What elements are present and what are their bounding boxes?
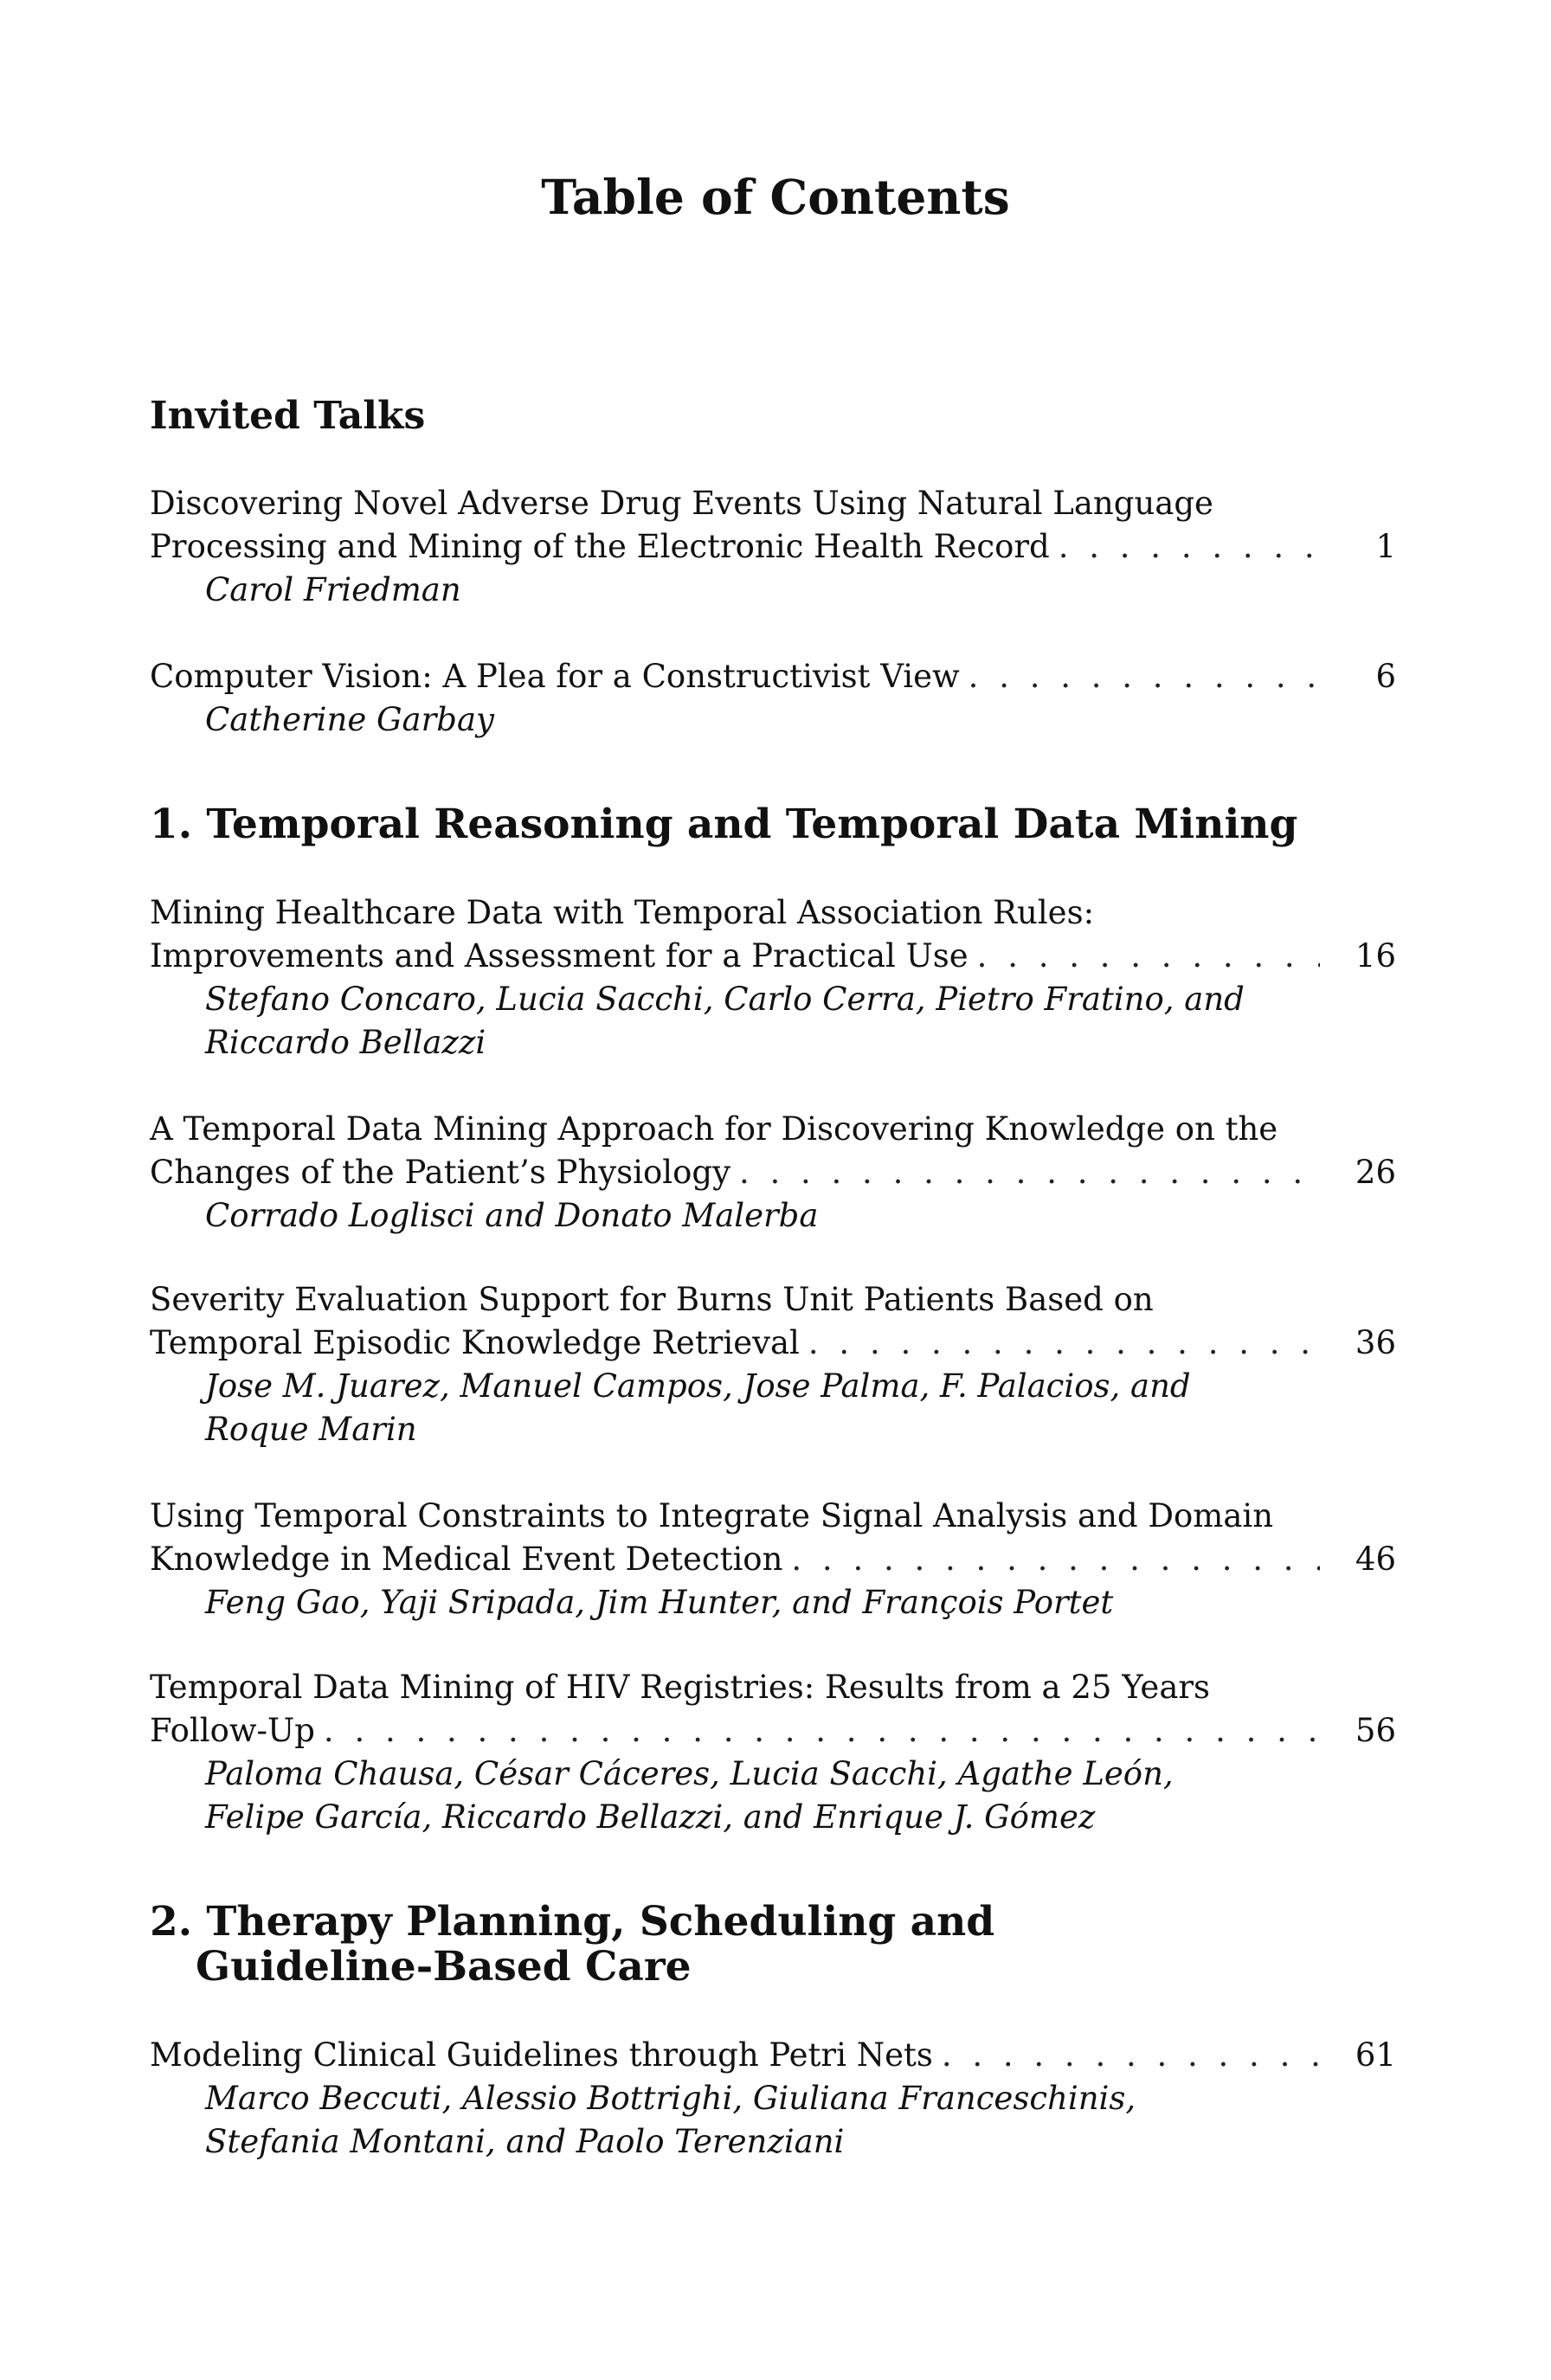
page-number: 36 — [1355, 1324, 1396, 1361]
entry-title-line: Modeling Clinical Guidelines through Petri Nets — [150, 2036, 933, 2074]
page-title: Table of Contents — [541, 169, 1010, 225]
entry-authors: Stefano Concaro, Lucia Sacchi, Carlo Cerra, Pietro Fratino, and — [205, 981, 1245, 1018]
dot-leader — [969, 655, 1320, 698]
entry-title-line: Discovering Novel Adverse Drug Events Using Natural Language — [150, 485, 1213, 522]
entry-title-line: A Temporal Data Mining Approach for Discovering Knowledge on the — [150, 1110, 1278, 1148]
toc-entry[interactable] — [150, 2034, 1396, 2164]
section-heading-line: 2. Therapy Planning, Scheduling and — [150, 1898, 995, 1946]
page-number: 61 — [1355, 2036, 1396, 2074]
toc-entry[interactable] — [150, 482, 1396, 612]
dot-leader — [324, 1709, 1320, 1753]
entry-authors: Feng Gao, Yaji Sripada, Jim Hunter, and François Portet — [205, 1584, 1114, 1621]
entry-title-line: Processing and Mining of the Electronic Health Record — [150, 528, 1050, 565]
section-heading-invited-talks: Invited Talks — [150, 394, 426, 438]
toc-entry[interactable] — [150, 655, 1396, 742]
section-heading-temporal-reasoning: 1. Temporal Reasoning and Temporal Data Mining — [150, 801, 1298, 848]
dot-leader — [739, 1151, 1320, 1194]
entry-title-last-line — [150, 2034, 1396, 2077]
entry-title-last-line — [150, 935, 1396, 978]
entry-authors: Riccardo Bellazzi — [205, 1024, 486, 1061]
entry-title-line: Severity Evaluation Support for Burns Unit Patients Based on — [150, 1281, 1154, 1318]
entry-title-last-line — [150, 1538, 1396, 1581]
page-number: 16 — [1355, 937, 1396, 975]
page-number: 46 — [1355, 1541, 1396, 1578]
entry-title-last-line — [150, 525, 1396, 569]
toc-entry[interactable] — [150, 1495, 1396, 1624]
entry-authors: Marco Beccuti, Alessio Bottrighi, Giuliana Franceschinis, — [205, 2080, 1136, 2117]
entry-authors: Jose M. Juarez, Manuel Campos, Jose Palma, F. Palacios, and — [205, 1367, 1191, 1405]
entry-title-line: Computer Vision: A Plea for a Constructivist View — [150, 658, 960, 695]
entry-authors: Corrado Loglisci and Donato Malerba — [205, 1197, 819, 1234]
toc-entry[interactable] — [150, 1278, 1396, 1451]
entry-title-line: Knowledge in Medical Event Detection — [150, 1541, 783, 1578]
page-number: 6 — [1375, 658, 1396, 695]
section-heading-line: Guideline-Based Care — [196, 1943, 692, 1991]
toc-entry[interactable] — [150, 891, 1396, 1065]
dot-leader — [808, 1322, 1320, 1365]
entry-title-line: Using Temporal Constraints to Integrate Signal Analysis and Domain — [150, 1497, 1274, 1534]
entry-title-line: Changes of the Patient’s Physiology — [150, 1154, 730, 1191]
entry-title-last-line — [150, 1151, 1396, 1194]
page-number: 1 — [1375, 528, 1396, 565]
entry-authors: Felipe García, Riccardo Bellazzi, and Enrique J. Gómez — [205, 1798, 1096, 1836]
entry-title-last-line — [150, 1709, 1396, 1753]
toc-entry[interactable] — [150, 1108, 1396, 1238]
dot-leader — [977, 935, 1320, 978]
entry-title-line: Temporal Episodic Knowledge Retrieval — [150, 1324, 800, 1361]
entry-authors: Roque Marin — [205, 1411, 417, 1448]
dot-leader — [942, 2034, 1320, 2077]
entry-title-line: Follow-Up — [150, 1712, 315, 1749]
page-number: 56 — [1355, 1712, 1396, 1749]
dot-leader — [791, 1538, 1320, 1581]
entry-title-last-line — [150, 655, 1396, 698]
entry-title-line: Mining Healthcare Data with Temporal Association Rules: — [150, 894, 1095, 931]
entry-authors: Catherine Garbay — [205, 701, 494, 738]
entry-authors: Carol Friedman — [205, 571, 461, 608]
page-number: 26 — [1355, 1154, 1396, 1191]
entry-authors: Stefania Montani, and Paolo Terenziani — [205, 2123, 845, 2160]
section-heading-therapy-planning — [150, 1900, 994, 1990]
dot-leader — [1059, 525, 1320, 569]
toc-entry[interactable] — [150, 1666, 1396, 1839]
entry-authors: Paloma Chausa, César Cáceres, Lucia Sacchi, Agathe León, — [205, 1755, 1174, 1792]
entry-title-line: Improvements and Assessment for a Practical Use — [150, 937, 969, 975]
entry-title-line: Temporal Data Mining of HIV Registries: Results from a 25 Years — [150, 1669, 1211, 1706]
entry-title-last-line — [150, 1322, 1396, 1365]
